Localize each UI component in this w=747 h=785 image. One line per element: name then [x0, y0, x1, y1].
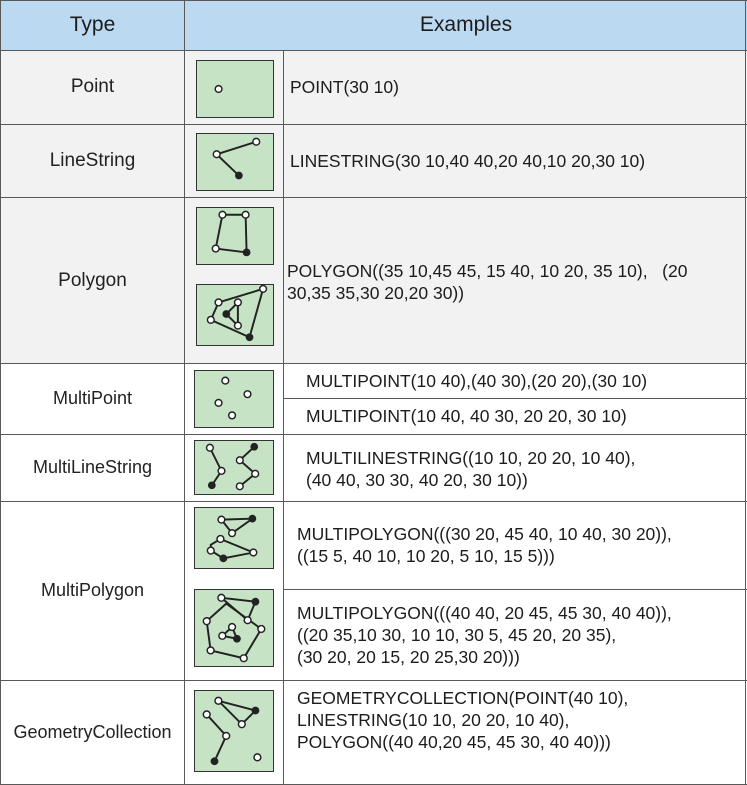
grid-line	[0, 363, 747, 364]
type-label: Point	[70, 76, 115, 97]
multipolygon-with-hole-thumbnail	[194, 589, 274, 667]
type-multipoint	[0, 363, 185, 434]
type-label: LineString	[49, 150, 136, 171]
multipoint-diagram	[195, 371, 273, 427]
multilinestring-diagram	[195, 441, 273, 494]
multilinestring-thumbnail	[194, 440, 274, 495]
grid-line	[283, 50, 284, 785]
example-geometrycollection: GEOMETRYCOLLECTION(POINT(40 10), LINESTRING(10 10, 20 20, 10 40), POLYGON((40 40,20 45, 45 30, 40 40)))	[297, 688, 629, 752]
point-diagram	[197, 61, 273, 117]
polygon-diagram	[197, 208, 273, 264]
polygon-thumbnail	[196, 207, 274, 265]
example-polygon: POLYGON((35 10,45 45, 15 40, 10 20, 35 10), (20 30,35 35,30 20,20 30))	[287, 261, 688, 303]
example-multipoint-1: MULTIPOINT(10 40),(40 30),(20 20),(30 10)	[306, 371, 648, 391]
grid-line	[283, 398, 747, 399]
polygon-with-hole-diagram	[197, 285, 273, 345]
type-geometrycollection	[0, 680, 185, 785]
example-multipolygon-2: MULTIPOLYGON(((40 40, 20 45, 45 30, 40 40)), ((20 35,10 30, 10 10, 30 5, 45 20, 20 35), (30 20, 20 15, 20 25,30 20)))	[297, 603, 672, 667]
multipolygon-diagram	[195, 508, 273, 568]
geometrycollection-thumbnail	[194, 690, 274, 772]
geometrycollection-diagram	[195, 691, 273, 771]
grid-line	[745, 0, 746, 785]
type-multilinestring	[0, 434, 185, 501]
type-label: Polygon	[58, 269, 127, 291]
linestring-thumbnail	[196, 133, 274, 191]
grid-line	[0, 50, 747, 51]
multipolygon-with-hole-diagram	[195, 590, 273, 666]
grid-line	[0, 0, 747, 1]
example-multipolygon-1: MULTIPOLYGON(((30 20, 45 40, 10 40, 30 20)), ((15 5, 40 10, 10 20, 5 10, 15 5)))	[297, 524, 672, 566]
grid-line	[0, 680, 747, 681]
type-multipolygon	[0, 501, 185, 680]
example-multipoint-2: MULTIPOINT(10 40, 40 30, 20 20, 30 10)	[306, 406, 627, 426]
grid-line	[0, 501, 747, 502]
example-linestring: LINESTRING(30 10,40 40,20 40,10 20,30 10)	[290, 151, 646, 171]
examples-header: Examples	[419, 13, 513, 36]
grid-line	[0, 197, 747, 198]
type-point	[0, 50, 185, 124]
type-header-cell	[0, 0, 185, 50]
grid-line	[0, 124, 747, 125]
point-thumbnail	[196, 60, 274, 118]
grid-line	[283, 589, 747, 590]
grid-line	[0, 434, 747, 435]
linestring-diagram	[197, 134, 273, 190]
grid-line	[0, 0, 1, 785]
grid-line	[184, 0, 185, 785]
examples-header-cell	[185, 0, 747, 50]
type-label: MultiPolygon	[40, 580, 145, 600]
type-linestring	[0, 124, 185, 198]
type-header: Type	[69, 13, 116, 36]
polygon-with-hole-thumbnail	[196, 284, 274, 346]
multipoint-thumbnail	[194, 370, 274, 428]
multipolygon-thumbnail	[194, 507, 274, 569]
type-label: MultiLineString	[32, 457, 153, 477]
example-point: POINT(30 10)	[290, 77, 399, 97]
type-label: GeometryCollection	[13, 722, 172, 742]
type-polygon	[0, 198, 185, 363]
type-label: MultiPoint	[52, 388, 133, 408]
example-multilinestring: MULTILINESTRING((10 10, 20 20, 10 40), (40 40, 30 30, 40 20, 30 10))	[306, 448, 636, 490]
